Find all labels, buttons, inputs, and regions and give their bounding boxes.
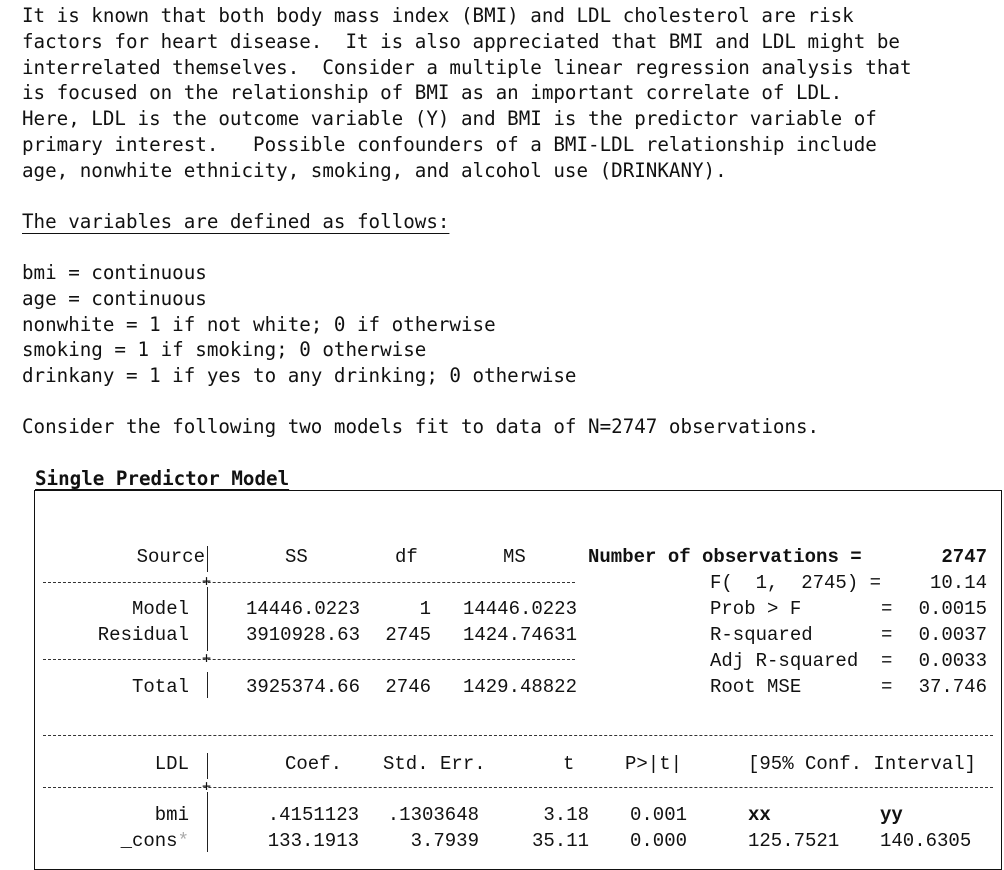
coef-row-se: 3.7939: [410, 830, 479, 852]
anova-total-df: 2746: [385, 676, 431, 698]
intro-line: Here, LDL is the outcome variable (Y) and BMI is the predictor variable of: [22, 107, 877, 131]
coef-header-p: P>|t|: [625, 753, 683, 775]
stat-label: F( 1, 2745) =: [710, 572, 882, 594]
coef-row-var-name: _cons: [120, 830, 178, 852]
stat-value: 0.0037: [918, 624, 987, 646]
anova-row-source: Model: [131, 598, 189, 620]
coef-row-var: [75, 830, 189, 852]
separator: [43, 582, 575, 583]
coef-row-ci-low: xx: [748, 804, 771, 826]
variable-def: drinkany = 1 if yes to any drinking; 0 otherwise: [22, 364, 577, 388]
coef-header-ci: [95% Conf. Interval]: [748, 753, 977, 775]
intro-line: age, nonwhite ethnicity, smoking, and alcohol use (DRINKANY).: [22, 158, 727, 182]
coef-row-t: 35.11: [531, 830, 589, 852]
intro-line: interrelated themselves. Consider a multiple linear regression analysis that: [22, 55, 912, 79]
stat-label: R-squared =: [710, 624, 893, 646]
consider-line: Consider the following two models fit to data of N=2747 observations.: [22, 415, 820, 438]
anova-row-ms: 14446.0223: [462, 598, 577, 620]
intro-line: factors for heart disease. It is also appreciated that BMI and LDL might be: [22, 29, 900, 53]
intro-line: is focused on the relationship of BMI as an important correlate of LDL.: [22, 81, 843, 105]
coef-header-var: LDL: [154, 753, 189, 775]
separator: [43, 735, 993, 736]
coef-row-p: 0.001: [629, 804, 687, 826]
separator-plus: +: [202, 649, 212, 667]
column-divider: [207, 546, 208, 572]
intro-line: primary interest. Possible confounders of a BMI-LDL relationship include: [22, 132, 877, 156]
coef-row-coef: .4151123: [267, 804, 359, 826]
model-title: Single Predictor Model: [35, 467, 290, 490]
anova-header-df: df: [395, 546, 418, 568]
separator: [43, 787, 993, 788]
separator-plus: +: [202, 572, 212, 590]
stat-label: Root MSE =: [710, 676, 893, 698]
coef-row-coef: 133.1913: [267, 830, 359, 852]
stat-value: 10.14: [929, 572, 987, 594]
coef-header-se: Std. Err.: [383, 753, 486, 775]
separator: [43, 659, 575, 660]
coef-header-t: t: [563, 753, 575, 775]
anova-row-df: 2745: [385, 624, 431, 646]
column-divider: [207, 587, 208, 651]
anova-total-ss: 3925374.66: [245, 676, 360, 698]
column-divider: [207, 672, 208, 698]
separator-plus: +: [202, 777, 212, 795]
coef-row-se: .1303648: [387, 804, 479, 826]
anova-header-ss: SS: [285, 546, 308, 568]
stat-label: Adj R-squared =: [710, 650, 893, 672]
intro-line: It is known that both body mass index (BMI) and LDL cholesterol are risk: [22, 4, 854, 27]
variable-definitions: [22, 260, 577, 389]
cons-marker: *: [177, 830, 189, 852]
variable-def: smoking = 1 if smoking; 0 otherwise: [22, 338, 427, 362]
coef-header-coef: Coef.: [285, 753, 343, 775]
coef-row-ci-low: 125.7521: [748, 830, 840, 852]
stat-label: Prob > F =: [710, 598, 893, 620]
anova-row-ms: 1424.74631: [462, 624, 577, 646]
coef-row-t: 3.18: [543, 804, 589, 826]
variable-def: bmi = continuous: [22, 261, 207, 284]
column-divider: [207, 792, 208, 852]
variable-def: nonwhite = 1 if not white; 0 if otherwise: [22, 312, 496, 336]
anova-row-df: 1: [419, 598, 431, 620]
intro-paragraph: [22, 3, 997, 184]
coef-row-ci-high: yy: [880, 804, 903, 826]
anova-row-ss: 3910928.63: [245, 624, 360, 646]
stat-value: 37.746: [918, 676, 987, 698]
stat-value: 0.0033: [918, 650, 987, 672]
anova-row-ss: 14446.0223: [245, 598, 360, 620]
stat-value: 0.0015: [918, 598, 987, 620]
anova-row-source: Residual: [97, 624, 189, 646]
anova-header-source: Source: [136, 546, 205, 568]
regression-output-box: [34, 490, 1002, 870]
coef-row-ci-high: 140.6305: [880, 830, 972, 852]
nobs-label: Number of observations =: [588, 546, 862, 568]
anova-total-source: Total: [131, 676, 189, 698]
anova-total-ms: 1429.48822: [462, 676, 577, 698]
column-divider: [207, 753, 208, 779]
variable-def: age = continuous: [22, 286, 207, 310]
anova-header-ms: MS: [503, 546, 526, 568]
coef-row-p: 0.000: [629, 830, 687, 852]
variables-heading: The variables are defined as follows:: [22, 210, 450, 233]
nobs-value: 2747: [941, 546, 987, 568]
coef-row-var: bmi: [154, 804, 189, 826]
